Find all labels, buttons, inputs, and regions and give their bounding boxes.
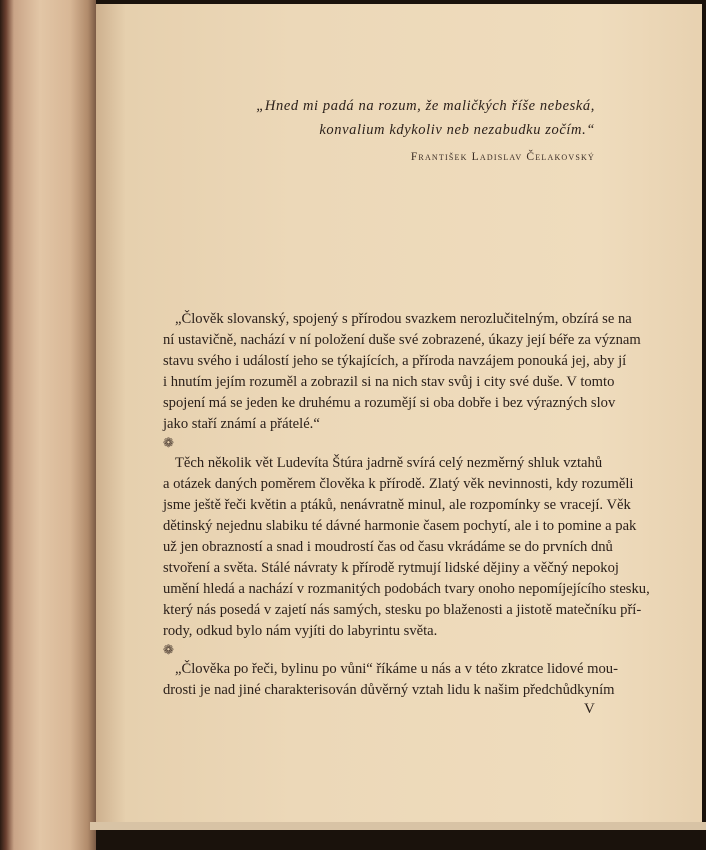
text-line: jako staří známí a přátelé.“ xyxy=(163,416,320,432)
flower-ornament-icon: ❁ xyxy=(163,643,174,658)
flower-ornament-icon: ❁ xyxy=(163,436,174,451)
text-line: ní ustavičně, nachází v ní položení duše své zobrazené, úkazy její béře za význam xyxy=(163,332,641,348)
text-line: který nás posedá v zajetí nás samých, stesku po blaženosti a jistotě matečníku pří- xyxy=(163,602,642,618)
epigraph-line: konvalium kdykoliv neb nezabudku zočím.“ xyxy=(319,122,595,138)
page-edge xyxy=(90,822,706,830)
text-line: stavu svého i událostí jeho se týkajících, a příroda navzájem ponouká jej, aby jí xyxy=(163,353,627,369)
text-line: dětinský nejednu slabiku té dávné harmonie časem pochytí, ale i to pomine a pak xyxy=(163,518,637,534)
text-line: umění hledá a nachází v rozmanitých podobách tvary onoho nepomíjejícího stesku, xyxy=(163,581,650,597)
text-line: a otázek daných poměrem člověka k přírodě. Zlatý věk nevinnosti, kdy rozuměli xyxy=(163,476,634,492)
text-line: i hnutím jejím rozuměl a zobrazil si na nich stav svůj i city své duše. V tomto xyxy=(163,374,615,390)
epigraph-author: František Ladislav Čelakovský xyxy=(410,151,595,163)
text-line: jsme ještě řeči květin a ptáků, nenávratně minul, ale rozpomínky se vracejí. Věk xyxy=(163,497,631,513)
text-line: drosti je nad jiné charakterisován důvěrný vztah lidu k našim předchůdkyním xyxy=(163,682,615,698)
paragraph-1 xyxy=(163,309,641,435)
text-line: už jen obrazností a snad i moudrostí čas od času vkrádáme se do prvních dnů xyxy=(163,539,613,555)
paragraph-3 xyxy=(163,659,618,701)
book-binding xyxy=(0,0,96,850)
text-line: rody, odkud bylo nám vyjíti do labyrintu světa. xyxy=(163,623,438,639)
text-line: Těch několik vět Ludevíta Štúra jadrně svírá celý nezměrný shluk vztahů xyxy=(175,455,603,471)
text-line: „Člověk slovanský, spojený s přírodou svazkem nerozlučitelným, obzírá se na xyxy=(175,311,632,327)
text-line: „Člověka po řeči, bylinu po vůni“ říkáme u nás a v této zkratce lidové mou- xyxy=(175,661,618,677)
text-line: stvoření a světa. Stálé návraty k přírodě rytmují lidské dějiny a věčný nepokoj xyxy=(163,560,619,576)
paragraph-2 xyxy=(163,453,650,642)
text-line: spojení má se jeden ke druhému a rozumějí si oba dobře i bez výrazných slov xyxy=(163,395,616,411)
page-number: V xyxy=(584,701,595,717)
epigraph-line: „Hned mi padá na rozum, že maličkých říše nebeská, xyxy=(256,98,595,114)
